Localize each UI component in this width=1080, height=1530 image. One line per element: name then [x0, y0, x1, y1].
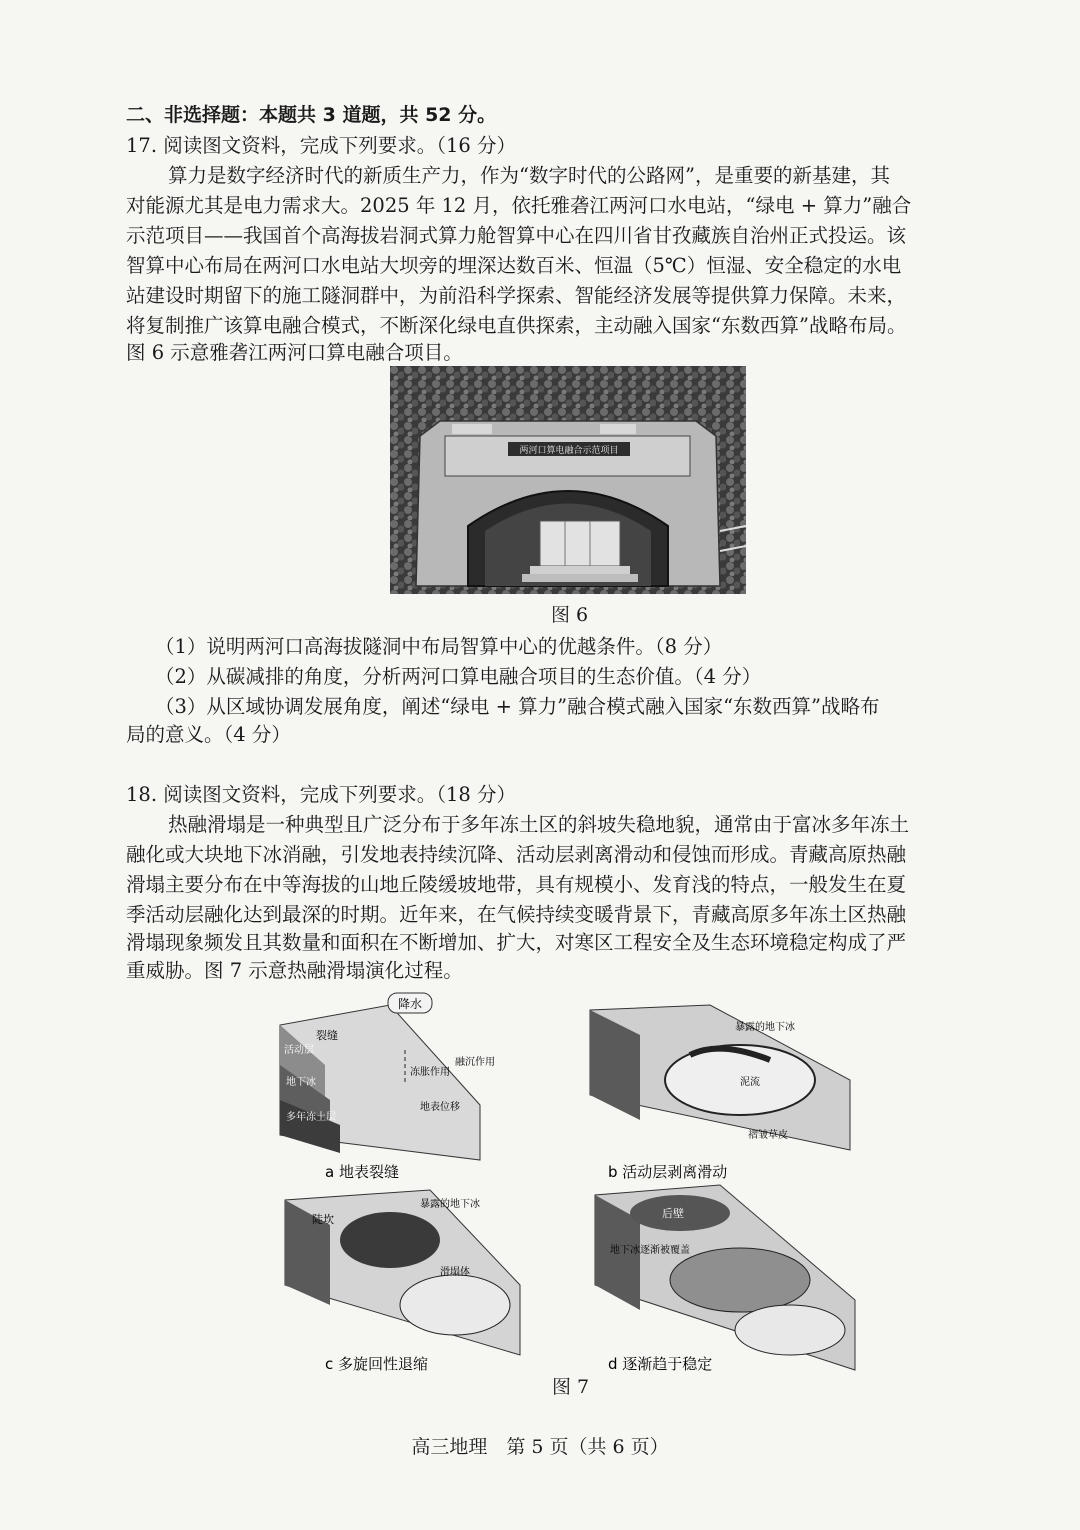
- q17-heading: 17. 阅读图文资料，完成下列要求。（16 分）: [126, 134, 516, 157]
- q17-sub1: （1）说明两河口高海拔隧洞中布局智算中心的优越条件。（8 分）: [155, 635, 723, 658]
- q17-para-line: 示范项目——我国首个高海拔岩洞式算力舱智算中心在四川省甘孜藏族自治州正式投运。该: [126, 224, 907, 247]
- label-ice-covered: 地下冰逐渐被覆盖: [610, 1245, 690, 1256]
- q17-para-line: 将复制推广该算电融合模式，不断深化绿电直供探索，主动融入国家“东数西算”战略布局。: [126, 314, 907, 337]
- q17-para-line: 图 6 示意雅砻江两河口算电融合项目。: [126, 341, 463, 364]
- panel-b-caption: b 活动层剥离滑动: [608, 1163, 728, 1181]
- q17-sub2: （2）从碳减排的角度，分析两河口算电融合项目的生态价值。（4 分）: [155, 665, 762, 688]
- label-headwall: 后壁: [662, 1207, 684, 1220]
- q18-para-line: 滑塌主要分布在中等海拔的山地丘陵缓坡地带，具有规模小、发育浅的特点，一般发生在夏: [126, 873, 907, 896]
- q18-para-line: 热融滑塌是一种典型且广泛分布于多年冻土区的斜坡失稳地貌，通常由于富冰多年冻土: [168, 813, 910, 836]
- panel-a-caption: a 地表裂缝: [325, 1163, 399, 1181]
- q17-para-line: 对能源尤其是电力需求大。2025 年 12 月，依托雅砻江两河口水电站，“绿电 + 算力”融合: [126, 194, 912, 217]
- panel-b: [590, 1005, 850, 1181]
- q17-para-line: 智算中心布局在两河口水电站大坝旁的埋深达数百米、恒温（5℃）恒湿、安全稳定的水电: [126, 254, 902, 277]
- q18-para-line: 重威胁。图 7 示意热融滑塌演化过程。: [126, 959, 463, 982]
- figure7-diagram: [270, 985, 870, 1400]
- panel-c-caption: c 多旋回性退缩: [325, 1355, 429, 1373]
- section-title: 二、非选择题：本题共 3 道题，共 52 分。: [126, 104, 497, 126]
- q18-heading: 18. 阅读图文资料，完成下列要求。（18 分）: [126, 783, 516, 806]
- panel-d-caption: d 逐渐趋于稳定: [608, 1355, 713, 1373]
- label-mudflow: 泥流: [740, 1077, 760, 1088]
- q17-para-line: 站建设时期留下的施工隧洞群中，为前沿科学探索、智能经济发展等提供算力保障。未来，: [126, 284, 907, 307]
- q18-para-line: 滑塌现象频发且其数量和面积在不断增加、扩大，对寒区工程安全及生态环境稳定构成了严: [126, 931, 907, 954]
- label-precipitation: 降水: [397, 997, 423, 1011]
- label-exposed-ice-c: 暴露的地下冰: [420, 1199, 480, 1210]
- figure6-caption: 图 6: [551, 604, 589, 626]
- q17-para-line: 算力是数字经济时代的新质生产力，作为“数字时代的公路网”，是重要的新基建，其: [168, 164, 890, 187]
- label-ground-ice: 地下冰: [286, 1077, 316, 1088]
- tunnel-photo: [390, 366, 746, 594]
- photo-sign-text: 两河口算电融合示范项目: [519, 446, 619, 456]
- q17-sub3-cont: 局的意义。（4 分）: [126, 723, 291, 746]
- label-active-layer: 活动层: [284, 1045, 314, 1056]
- figure7-caption: 图 7: [552, 1376, 590, 1398]
- panel-c: [285, 1190, 520, 1373]
- label-folded-turf: 褶皱草皮: [748, 1130, 788, 1141]
- panel-a: [280, 993, 495, 1181]
- label-frost-heave: 冻胀作用: [410, 1067, 450, 1078]
- label-surface-displacement: 地表位移: [420, 1102, 460, 1113]
- q17-sub3: （3）从区域协调发展角度，阐述“绿电 + 算力”融合模式融入国家“东数西算”战略布: [155, 695, 880, 718]
- label-thaw-settlement: 融沉作用: [455, 1057, 495, 1068]
- label-exposed-ice-b: 暴露的地下冰: [735, 1022, 795, 1033]
- label-crack: 裂缝: [316, 1029, 338, 1042]
- panel-d: [595, 1185, 855, 1373]
- page-footer: 高三地理 第 5 页（共 6 页）: [411, 1436, 669, 1458]
- label-slump-mass: 滑塌体: [440, 1267, 470, 1278]
- label-scarp: 陡坎: [312, 1213, 334, 1226]
- label-permafrost: 多年冻土层: [286, 1112, 336, 1123]
- q18-para-line: 融化或大块地下冰消融，引发地表持续沉降、活动层剥离滑动和侵蚀而形成。青藏高原热融: [126, 843, 907, 866]
- q18-para-line: 季活动层融化达到最深的时期。近年来，在气候持续变暖背景下，青藏高原多年冻土区热融: [126, 903, 907, 926]
